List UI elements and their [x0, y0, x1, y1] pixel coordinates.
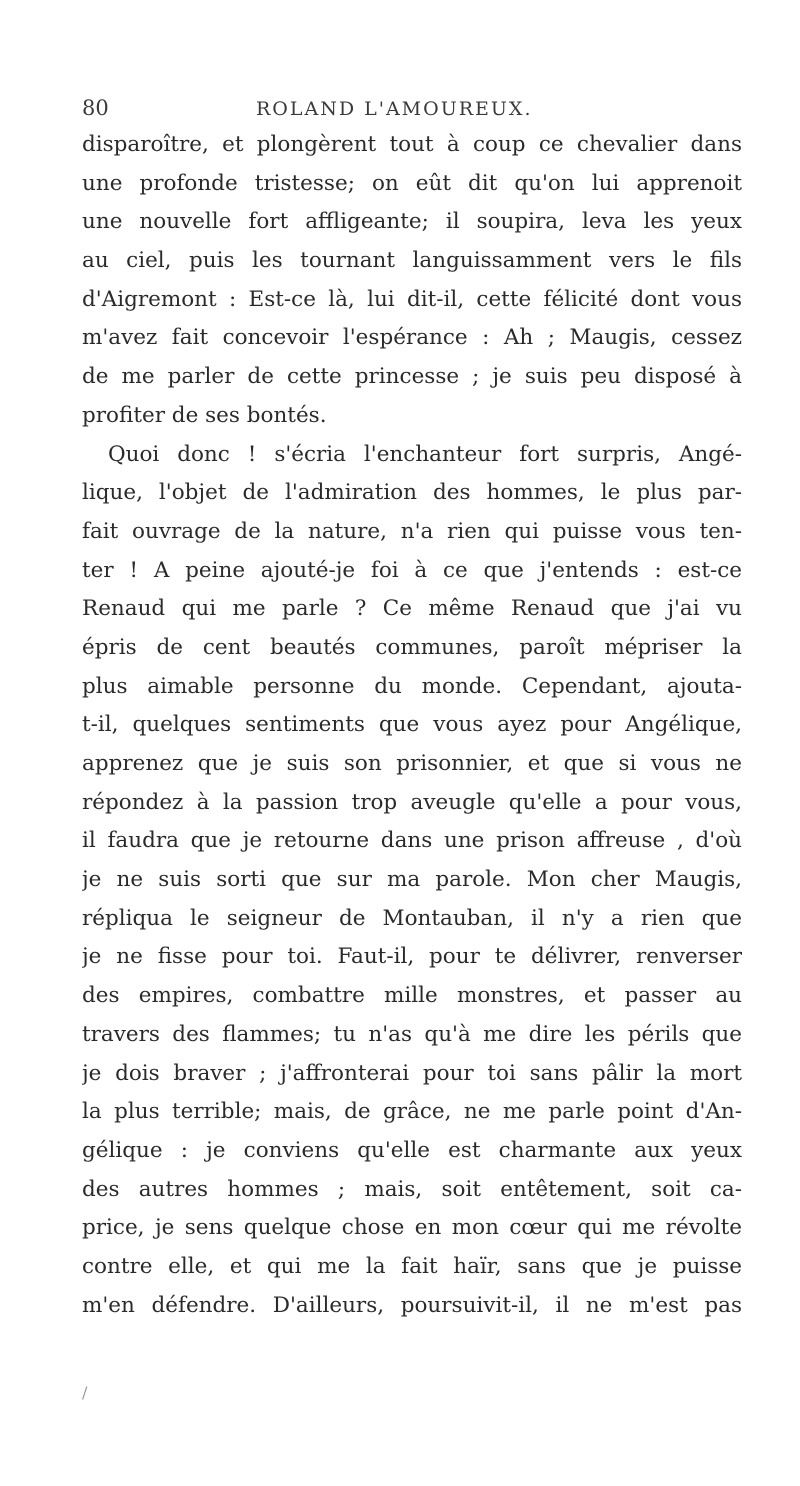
running-title: ROLAND L'AMOUREUX. [256, 98, 533, 120]
text-line: au ciel, puis les tournant languissamment vers le fils [82, 248, 742, 274]
text-line: la plus terrible; mais, de grâce, ne me parle point d'An- [82, 1099, 742, 1125]
text-line: t-il, quelques sentiments que vous ayez pour Angélique, [82, 712, 742, 738]
text-line: m'avez fait concevoir l'espérance : Ah ; Maugis, cessez [82, 325, 742, 351]
text-line: lique, l'objet de l'admiration des hommes, le plus par- [82, 480, 742, 506]
text-line: de me parler de cette princesse ; je suis peu disposé à [82, 364, 742, 390]
page-header [82, 96, 742, 126]
text-line: gélique : je conviens qu'elle est charmante aux yeux [82, 1137, 742, 1163]
text-line: je ne fisse pour toi. Faut-il, pour te délivrer, renverser [82, 944, 742, 970]
text-line: apprenez que je suis son prisonnier, et que si vous ne [82, 751, 742, 776]
text-line: disparoître, et plongèrent tout à coup ce chevalier dans [82, 132, 742, 157]
text-line: des empires, combattre mille monstres, et passer au [82, 983, 742, 1009]
body-text [82, 126, 742, 1325]
text-line: je dois braver ; j'affronterai pour toi sans pâlir la mort [82, 1060, 742, 1086]
text-line: je ne suis sorti que sur ma parole. Mon cher Maugis, [82, 867, 742, 893]
text-line: répondez à la passion trop aveugle qu'elle a pour vous, [82, 789, 742, 815]
text-line: Quoi donc ! s'écria l'enchanteur fort surpris, Angé- [108, 441, 742, 467]
text-line: épris de cent beautés communes, paroît mépriser la [82, 634, 742, 660]
page-number: 80 [82, 96, 109, 120]
stray-mark: / [82, 1383, 88, 1402]
text-line: répliqua le seigneur de Montauban, il n'y a rien que [82, 905, 742, 931]
text-line: price, je sens quelque chose en mon cœur qui me révolte [82, 1215, 742, 1241]
text-line: contre elle, et qui me la fait haïr, sans que je puisse [82, 1253, 742, 1279]
text-line: profiter de ses bontés. [82, 402, 327, 428]
text-line: ter ! A peine ajouté-je foi à ce que j'entends : est-ce [82, 557, 742, 583]
text-line: fait ouvrage de la nature, n'a rien qui puisse vous ten- [82, 518, 742, 544]
text-line: Renaud qui me parle ? Ce même Renaud que j'ai vu [82, 596, 742, 622]
text-line: travers des flammes; tu n'as qu'à me dire les périls que [82, 1021, 742, 1047]
text-line: des autres hommes ; mais, soit entêtement, soit ca- [82, 1176, 742, 1202]
text-line: une nouvelle fort affligeante; il soupira, leva les yeux [82, 209, 742, 235]
text-line: m'en défendre. D'ailleurs, poursuivit-il, il ne m'est pas [82, 1292, 742, 1318]
text-line: une profonde tristesse; on eût dit qu'on lui apprenoit [82, 170, 742, 196]
text-line: plus aimable personne du monde. Cependant, ajouta- [82, 673, 742, 699]
text-line: il faudra que je retourne dans une prison affreuse , d'où [82, 828, 742, 854]
text-line: d'Aigremont : Est-ce là, lui dit-il, cette félicité dont vous [82, 286, 742, 312]
